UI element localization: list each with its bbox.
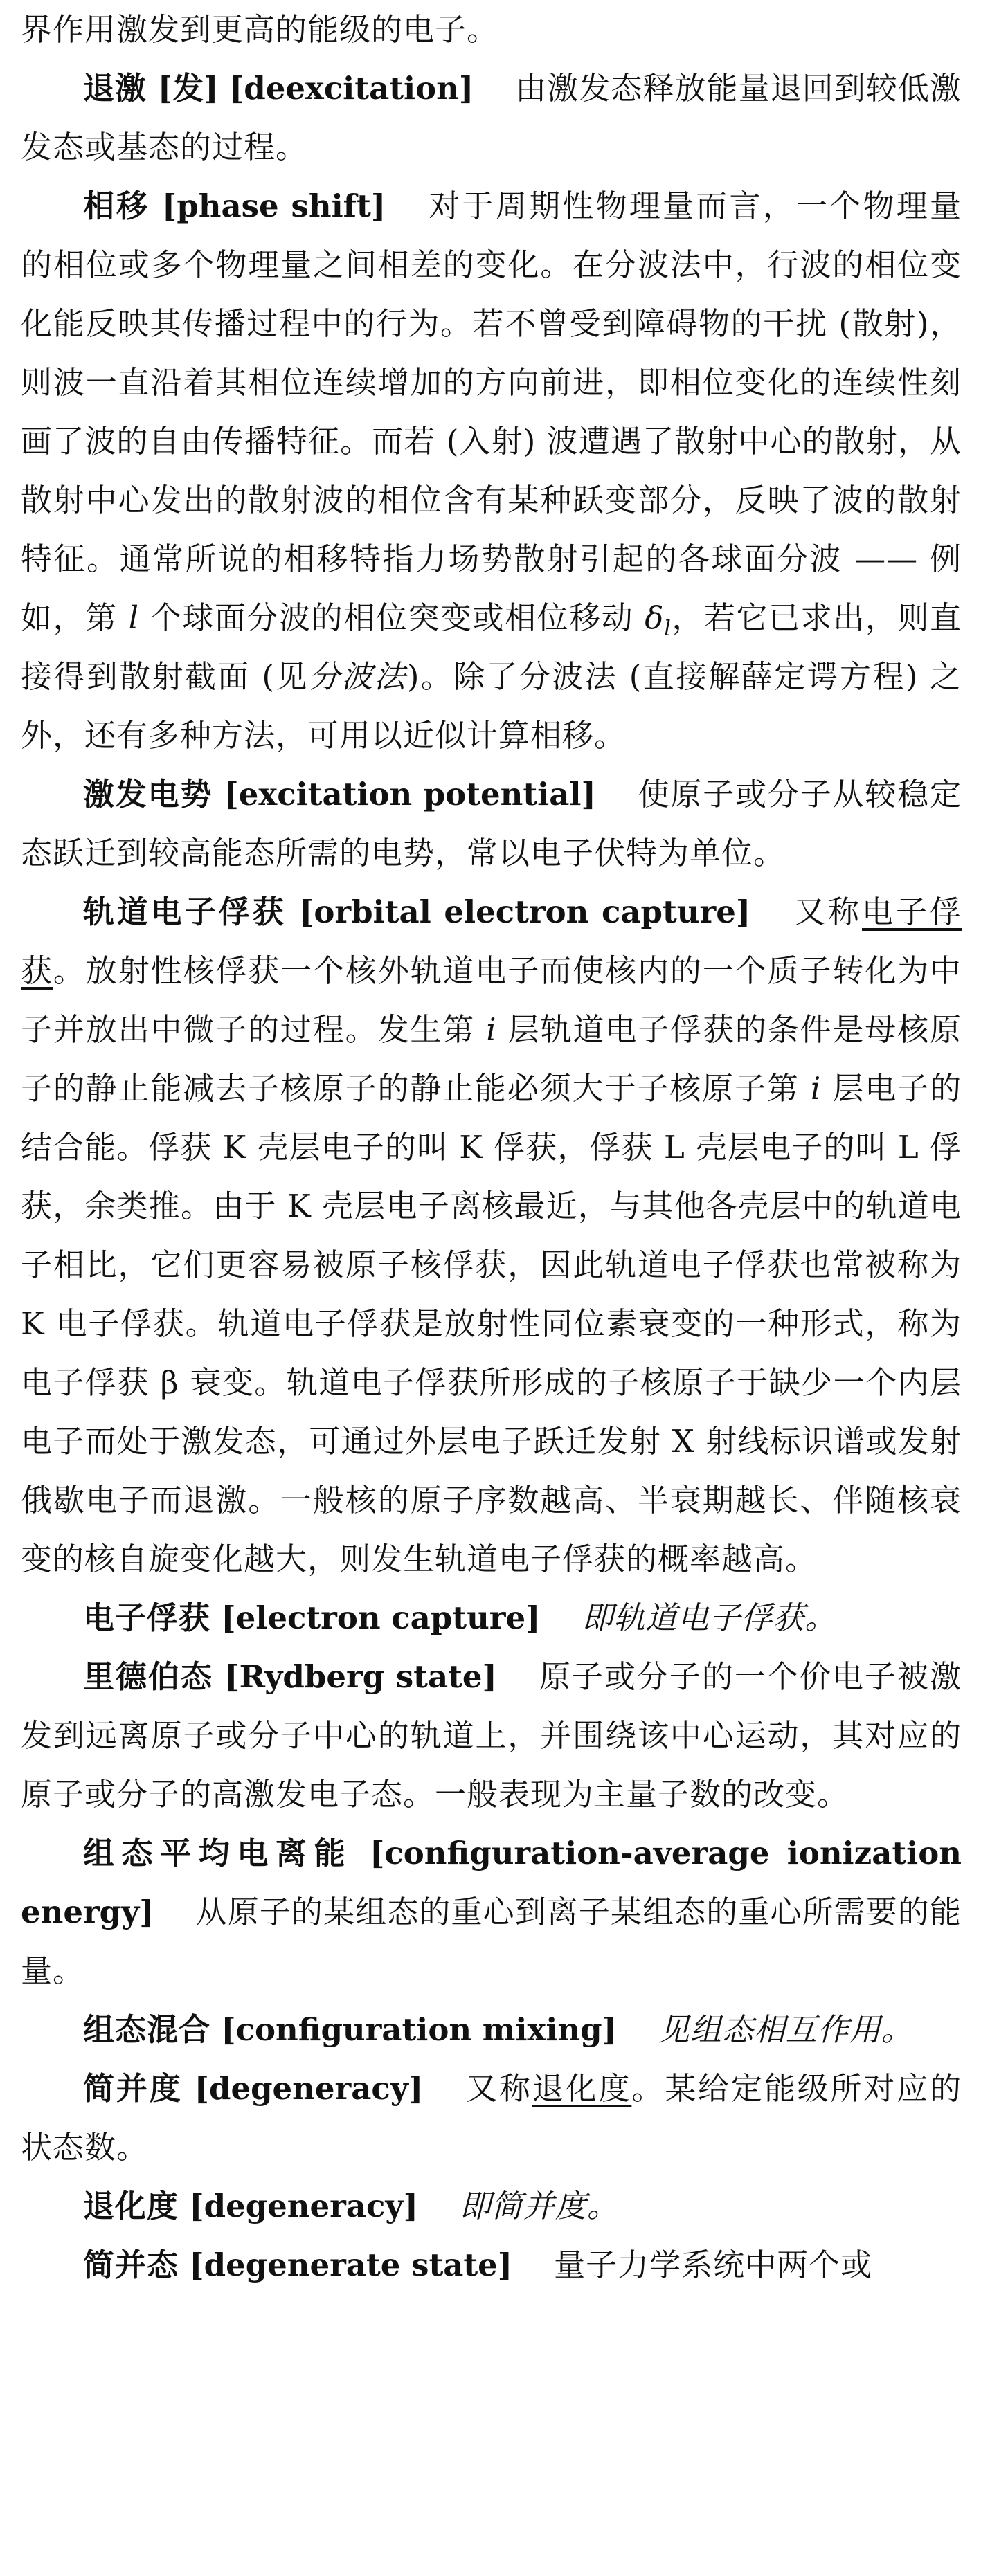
entry-body: 量子力学系统中两个或 xyxy=(554,2247,873,2283)
entry-body: 由激发态释放能量退回到较低激发态或基态的过程。 xyxy=(21,70,962,165)
dictionary-page xyxy=(21,0,962,2294)
cross-reference: 分波法 xyxy=(308,658,407,695)
entry-term: 组态平均电离能 xyxy=(83,1835,353,1871)
entry-body: )。除了分波法 (直接解薛定谔方程) 之外，还有多种方法，可用以近似计算相移。 xyxy=(21,658,962,754)
alias-link: 电子俘获 xyxy=(21,894,962,989)
entry-body: 层电子的结合能。俘获 K 壳层电子的叫 K 俘获，俘获 L 壳层电子的叫 L 俘获，余类推。由于 K 壳层电子离核最近，与其他各壳层中的轨道电子相比，它们更容易被原子核俘获，因此轨道电子俘获也常被称为 K 电子俘获。轨道电子俘获是放射性同位素衰变的一种形式，称为电子俘获 β 衰变。轨道电子俘获所形成的子核原子于缺少一个内层电子而处于激发态，可通过外层电子跃迁发射 X 射线标识谱或发射俄歇电子而退激。一般核的原子序数越高、半衰期越长、伴随核衰变的核自旋变化越大，则发生轨道电子俘获的概率越高。 xyxy=(21,1070,962,1577)
entry-term: 简并度 xyxy=(83,2070,183,2107)
entry-term: 相移 xyxy=(83,188,150,224)
entry-rydberg-state xyxy=(21,1647,962,1824)
entry-english: [Rydberg state] xyxy=(224,1658,497,1695)
entry-body: 个球面分波的相位突变或相位移动 xyxy=(138,599,645,636)
entry-body: 层轨道电子俘获的条件是母核原子的静止能减去子核原子的静止能必须大于子核原子第 xyxy=(21,1011,962,1107)
math-var-delta-subscript: l xyxy=(664,617,672,641)
entry-degenerate-state xyxy=(21,2235,962,2294)
entry-orbital-electron-capture xyxy=(21,882,962,1588)
entry-term: 轨道电子俘获 xyxy=(83,894,287,930)
entry-alias-prefix: 又称 xyxy=(792,894,863,930)
entry-term: 退化度 xyxy=(83,2188,179,2224)
entry-alias-prefix: 又称 xyxy=(465,2070,532,2107)
entry-body: 对于周期性物理量而言，一个物理量的相位或多个物理量之间相差的变化。在分波法中，行波的相位变化能反映其传播过程中的行为。若不曾受到障碍物的干扰 (散射)，则波一直沿着其相位连续增加的方向前进，即相位变化的连续性刻画了波的自由传播特征。而若 (入射) 波遭遇了散射中心的散射，从散射中心发出的散射波的相位含有某种跃变部分，反映了波的散射特征。通常所说的相移特指力场势散射引起的各球面分波 —— 例如，第 xyxy=(21,188,962,636)
entry-degeneracy-alt xyxy=(21,2177,962,2235)
entry-english: [configuration-average ionization energy] xyxy=(21,1835,962,1930)
entry-term-extra: [发] xyxy=(147,70,219,107)
math-var-l: l xyxy=(128,599,139,636)
entry-english: [phase shift] xyxy=(162,188,386,224)
entry-body: 。某给定能级所对应的状态数。 xyxy=(21,2070,962,2166)
entry-configuration-average-ionization-energy xyxy=(21,1824,962,2000)
entry-body: 。放射性核俘获一个核外轨道电子而使核内的一个质子转化为中子并放出中微子的过程。发生第 xyxy=(21,952,962,1048)
entry-degeneracy xyxy=(21,2059,962,2177)
cross-reference: 即轨道电子俘获。 xyxy=(582,1599,837,1636)
entry-term: 里德伯态 xyxy=(83,1658,214,1695)
entry-english: [degenerate state] xyxy=(189,2247,513,2283)
entry-english: [degeneracy] xyxy=(194,2070,424,2107)
entry-configuration-mixing xyxy=(21,2000,962,2059)
entry-english: [deexcitation] xyxy=(228,70,474,107)
entry-english: [configuration mixing] xyxy=(221,2011,617,2048)
cross-reference: 见组态相互作用。 xyxy=(658,2011,913,2048)
entry-term: 简并态 xyxy=(83,2247,179,2283)
entry-excitation-potential xyxy=(21,765,962,882)
entry-body: 原子或分子的一个价电子被激发到远离原子或分子中心的轨道上，并围绕该中心运动，其对应的原子或分子的高激发电子态。一般表现为主量子数的改变。 xyxy=(21,1658,962,1813)
entry-body: 从原子的某组态的重心到离子某组态的重心所需要的能量。 xyxy=(21,1894,962,1989)
entry-phase-shift xyxy=(21,176,962,765)
math-var-delta: δ xyxy=(645,599,665,636)
entry-body: ，若它已求出，则直接得到散射截面 (见 xyxy=(21,599,962,695)
entry-term: 组态混合 xyxy=(83,2011,211,2048)
entry-body: 使原子或分子从较稳定态跃迁到较高能态所需的电势，常以电子伏特为单位。 xyxy=(21,776,962,871)
entry-english: [orbital electron capture] xyxy=(299,894,751,930)
entry-english: [degeneracy] xyxy=(189,2188,418,2224)
entry-deexcitation xyxy=(21,59,962,176)
math-var-i: i xyxy=(810,1070,822,1107)
cross-reference: 即简并度。 xyxy=(459,2188,619,2224)
entry-term: 电子俘获 xyxy=(83,1599,211,1636)
entry-english: [electron capture] xyxy=(221,1599,541,1636)
entry-term: 激发电势 xyxy=(83,776,213,813)
alias-link: 退化度 xyxy=(532,2070,632,2107)
entry-term: 退激 xyxy=(83,70,147,107)
entry-body: 界作用激发到更高的能级的电子。 xyxy=(21,11,499,48)
entry-electron-capture xyxy=(21,1588,962,1647)
entry-continuation xyxy=(21,0,962,59)
entry-english: [excitation potential] xyxy=(224,776,596,813)
math-var-i: i xyxy=(486,1011,497,1048)
